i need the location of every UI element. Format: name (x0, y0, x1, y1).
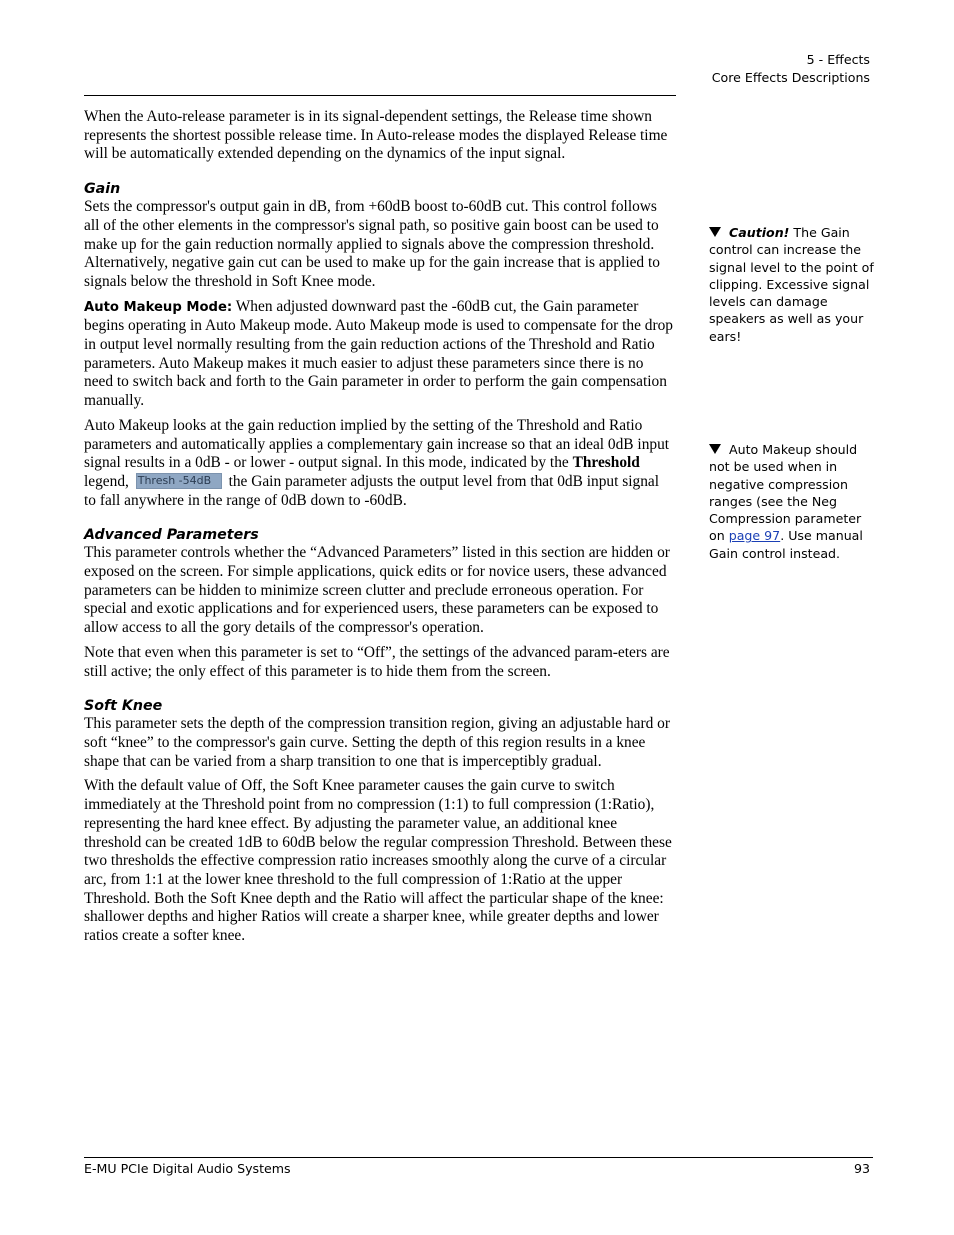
triangle-bullet-icon (709, 227, 721, 237)
caution-text: The Gain control can increase the signal level to the point of clipping. Excessive signal levels can damage speakers as well as your ears! (709, 225, 874, 344)
auto-makeup-paragraph (84, 298, 674, 411)
gain-heading: Gain (84, 181, 121, 198)
page-97-link[interactable]: page 97 (728, 528, 781, 544)
running-header (712, 51, 870, 86)
auto-makeup-sidenote (709, 441, 874, 562)
detail-text-c: the Gain parameter adjusts the output level from that 0dB input signal to fall anywhere in the range of 0dB down to -60dB. (84, 472, 659, 509)
advanced-paragraph-1: This parameter controls whether the “Advanced Parameters” listed in this section are hidden or exposed on the screen. For simple applications, quick edits or for novice users, these advanced parameters can be hidden to minimize screen clutter and preclude erroneous operation. For special and exotic applications and for experienced users, these parameters can be exposed to allow access to all the gory details of the compressor's operation. (84, 544, 670, 637)
auto-makeup-text: When adjusted downward past the -60dB cut, the Gain parameter begins operating in Auto Makeup mode. Auto Makeup mode is used to compensate for the drop in output level normally resulting from the gain reduction actions of the Threshold and Ratio parameters. Auto Makeup makes it much easier to adjust these parameters since there is no need to switch back and forth to the Gain parameter in order to perform the gain compensation manually. (84, 297, 674, 410)
advanced-paragraph-2: Note that even when this parameter is set to “Off”, the settings of the advanced param-eters are still active; the only effect of this parameter is to hide them from the screen. (84, 643, 670, 680)
header-rule (84, 95, 676, 96)
soft-knee-paragraph-2: With the default value of Off, the Soft Knee parameter causes the gain curve to switch immediately at the Threshold point from no compression (1:1) to full compression (1:Ratio), representing the hard knee effect. By adjusting the parameter value, an additional knee threshold can be created 1dB to 60dB below the regular compression Threshold. Between these two thresholds the effective compression ratio increases smoothly along the curve of a circular arc, from 1:1 at the lower knee threshold to the full compression of 1:Ratio at the upper Threshold. Both the Soft Knee depth and the Ratio will affect the particular shape of the knee: shallower depths and higher Ratios will create a sharper knee, while greater depths and lower ratios create a softer knee. (84, 777, 672, 945)
auto-makeup-lead: Auto Makeup Mode: (84, 299, 233, 315)
footer-title: E-MU PCIe Digital Audio Systems (84, 1161, 291, 1176)
soft-knee-paragraph-1: This parameter sets the depth of the compression transition region, giving an adjustable hard or soft “knee” to the compressor's gain curve. Setting the depth of this region results in a knee shape that can be varied from a sharp transition to one that is imperceptibly gradual. (84, 715, 670, 770)
caution-label: Caution! (729, 225, 790, 240)
gain-paragraph: Sets the compressor's output gain in dB, from +60dB boost to-60dB cut. This control follows all of the other elements in the compressor's signal path, so positive gain boost can be used to make up for the gain reduction normally applied to signals above the compression threshold. Alternatively, negative gain cut can be used to make up for the gain increase that is applied to signals below the threshold in Soft Knee mode. (84, 198, 660, 290)
threshold-legend-image: Thresh -54dB (136, 473, 222, 489)
auto-note-text-a: Auto Makeup should not be used when in negative compression ranges (see the Neg Compression parameter on (709, 442, 862, 544)
caution-sidenote (709, 224, 874, 345)
auto-note-text-b: . Use manual Gain control instead. (709, 528, 863, 561)
footer-rule (84, 1157, 873, 1158)
threshold-term: Threshold (572, 454, 640, 472)
soft-knee-heading: Soft Knee (84, 698, 163, 715)
triangle-bullet-icon (709, 444, 721, 454)
detail-text-a: Auto Makeup looks at the gain reduction implied by the setting of the Threshold and Ratio parameters and automatically applies a complementary gain increase so that an ideal 0dB input signal results in a 0dB - or lower - output signal. In this mode, indicated by the (84, 416, 670, 472)
intro-paragraph: When the Auto-release parameter is in its signal-dependent settings, the Release time shown represents the shortest possible release time. In Auto-release modes the displayed Release time will be automatically extended depending on the dynamics of the input signal. (84, 108, 668, 163)
header-chapter: 5 - Effects (806, 52, 870, 67)
advanced-parameters-heading: Advanced Parameters (84, 527, 259, 544)
main-column (84, 108, 674, 952)
auto-makeup-detail-paragraph (84, 417, 674, 511)
detail-text-b: legend, (84, 472, 133, 490)
page-number: 93 (853, 1161, 870, 1176)
header-section: Core Effects Descriptions (711, 69, 870, 85)
